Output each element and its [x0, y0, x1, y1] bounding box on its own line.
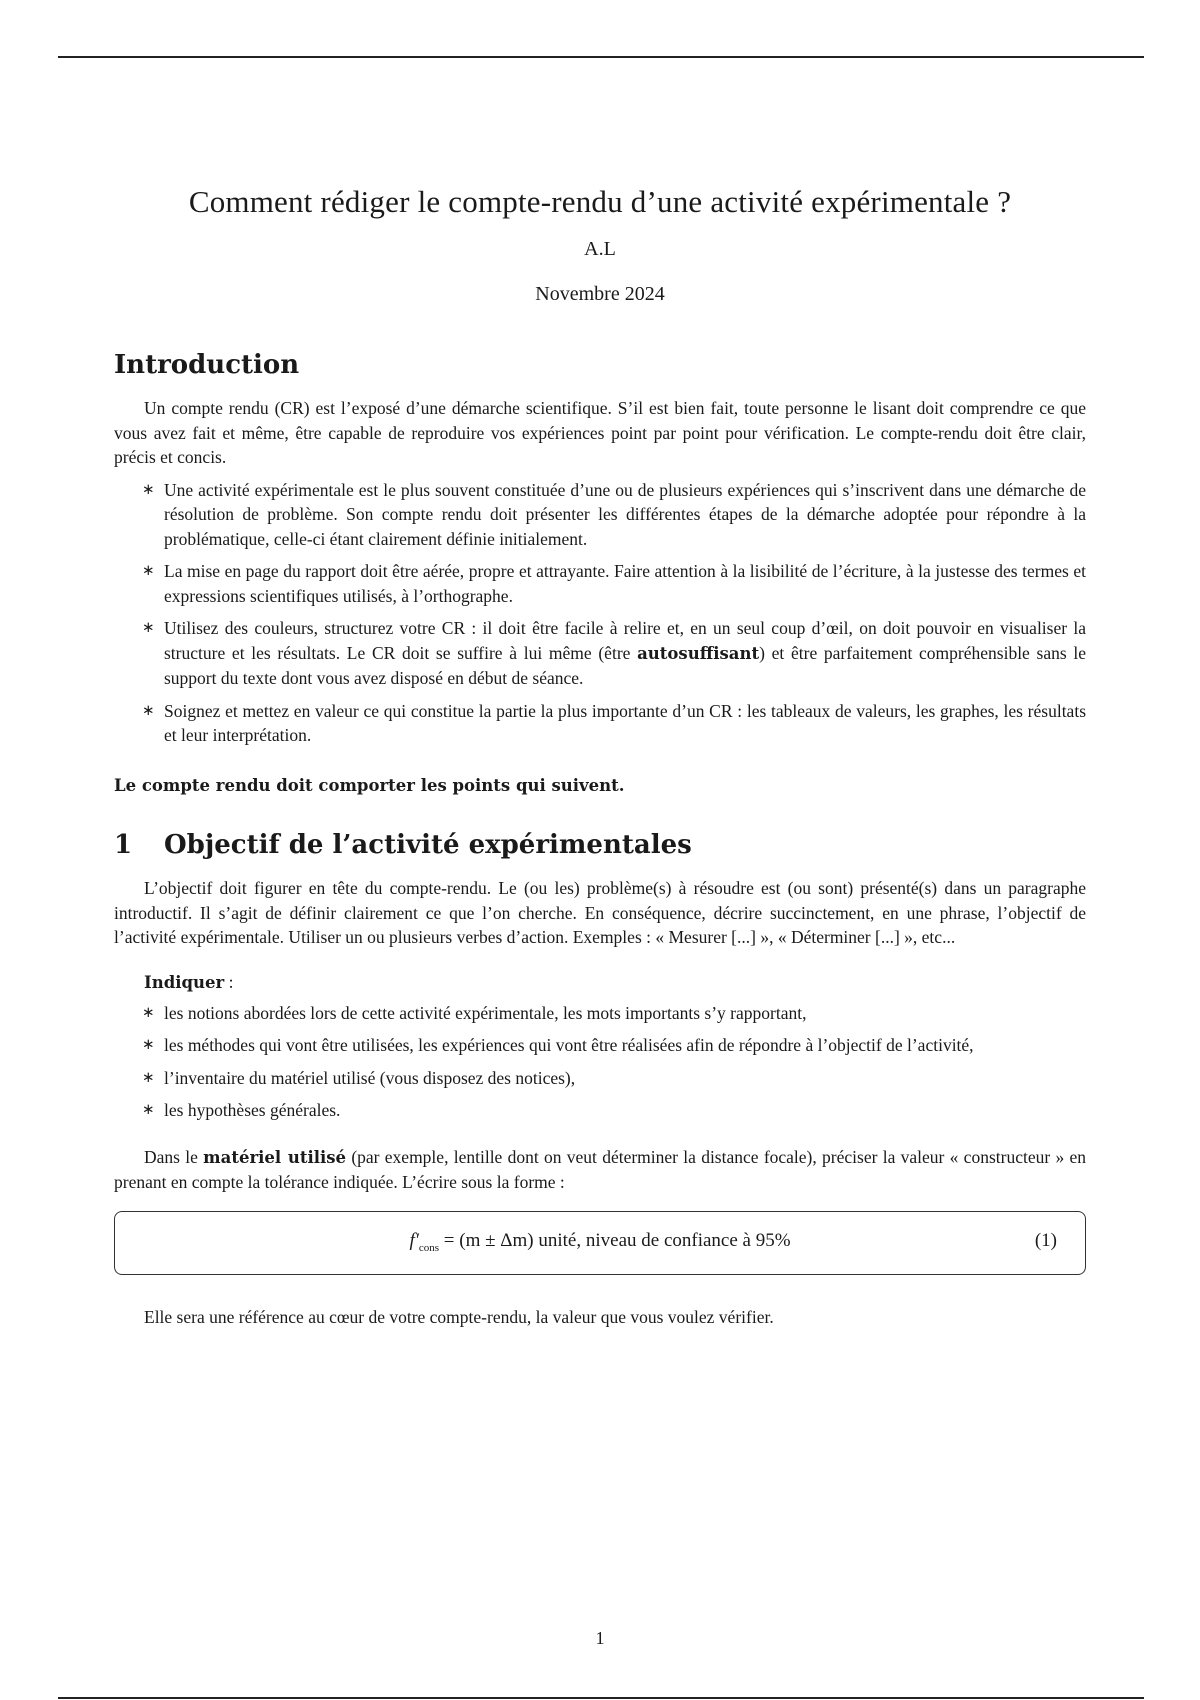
list-item-text: l’inventaire du matériel utilisé (vous disposez des notices),	[164, 1067, 576, 1088]
page-content	[114, 184, 1086, 1329]
formula-box	[114, 1211, 1086, 1275]
introduction-heading: Introduction	[114, 350, 300, 380]
bullet-icon: ∗	[142, 620, 155, 636]
list-item	[142, 1098, 1086, 1123]
list-item-text: Utilisez des couleurs, structurez votre CR : il doit être facile à relire et, en un seul coup d’œil, on doit pouvoir en visualiser la structure et les résultats. Le CR doit se suffire à lui même (être	[164, 618, 1086, 663]
bullet-icon: ∗	[142, 1004, 155, 1021]
materiel-text: Dans le	[144, 1146, 204, 1167]
list-item-text: les notions abordées lors de cette activité expérimentale, les mots importants s’y rapportant,	[164, 1002, 807, 1023]
indiquer-label	[144, 972, 1086, 993]
document-date: Novembre 2024	[535, 283, 665, 305]
document-author: A.L	[584, 238, 616, 260]
bullet-icon: ∗	[142, 481, 155, 498]
final-paragraph: Elle sera une référence au cœur de votre compte-rendu, la valeur que vous voulez vérifier.	[144, 1306, 774, 1327]
bullet-icon: ∗	[142, 1102, 155, 1118]
list-item	[142, 1033, 1086, 1058]
formula-rhs-text: unité, niveau de confiance à 95%	[538, 1229, 791, 1251]
indiquer-list	[114, 1001, 1086, 1123]
list-item	[142, 699, 1086, 748]
section-heading	[114, 830, 1086, 860]
list-item	[142, 1001, 1086, 1026]
materiel-paragraph	[114, 1145, 1086, 1195]
introduction-list	[114, 478, 1086, 748]
section-paragraph: L’objectif doit figurer en tête du compte-rendu. Le (ou les) problème(s) à résoudre est (ou sont) présenté(s) dans un paragraphe introductif. Il s’agit de définir clairement ce que l’on cherche. En conséquence, décrire succinctement, en une phrase, l’objectif de l’activité expérimentale. Utiliser un ou plusieurs verbes d’action. Exemples : « Mesurer [...] », « Déterminer [...] », etc...	[114, 878, 1086, 947]
bullet-icon: ∗	[142, 563, 155, 579]
bottom-rule	[58, 1697, 1144, 1699]
materiel-text: (par exemple, lentille dont on veut déterminer la distance focale), préciser la valeur « constructeur » en prenant en compte la tolérance indiquée. L’écrire sous la forme :	[114, 1146, 1087, 1192]
bullet-icon: ∗	[142, 1037, 155, 1053]
indiquer-suffix: :	[224, 971, 234, 992]
list-item-text: Une activité expérimentale est le plus souvent constituée d’une ou de plusieurs expériences qui s’inscrivent dans une démarche de résolution de problème. Son compte rendu doit présenter les différentes étapes de la démarche adoptée pour répondre à la problématique, celle-ci étant clairement définie initialement.	[164, 479, 1086, 549]
bullet-icon: ∗	[142, 1069, 155, 1086]
list-item-text: Soignez et mettez en valeur ce qui constitue la partie la plus importante d’un CR : les tableaux de valeurs, les graphes, les résultats et leur interprétation.	[164, 700, 1086, 745]
list-item-text: La mise en page du rapport doit être aérée, propre et attrayante. Faire attention à la lisibilité de l’écriture, à la justesse des termes et expressions scientifiques utilisés, à l’orthographe.	[164, 561, 1086, 606]
list-item	[142, 559, 1086, 608]
bullet-icon: ∗	[142, 702, 155, 719]
section-title: Objectif de l’activité expérimentales	[164, 830, 692, 860]
list-item-text: ) et être parfaitement compréhensible sans le support du texte dont vous avez disposé en début de séance.	[164, 642, 1086, 688]
introduction-paragraph: Un compte rendu (CR) est l’exposé d’une démarche scientifique. S’il est bien fait, toute personne le lisant doit comprendre ce que vous avez fait et même, être capable de reproduire vos expériences point par point pour vérification. Le compte-rendu doit être clair, précis et concis.	[114, 398, 1086, 467]
list-item-bold: autosuffisant	[637, 643, 760, 663]
formula-symbol: f′	[409, 1229, 419, 1251]
list-item-text: les hypothèses générales.	[164, 1100, 341, 1120]
indiquer-bold: Indiquer	[144, 972, 225, 992]
materiel-bold: matériel utilisé	[203, 1147, 347, 1167]
introduction-closing: Le compte rendu doit comporter les points qui suivent.	[114, 775, 625, 795]
formula-subscript: cons	[418, 1241, 440, 1254]
formula-rhs-math: = (m ± Δm)	[443, 1229, 534, 1251]
list-item	[142, 1066, 1086, 1091]
introduction-section	[114, 350, 1086, 798]
page-number: 1	[595, 1628, 605, 1648]
formula	[115, 1230, 1085, 1254]
list-item	[142, 616, 1086, 691]
document-title: Comment rédiger le compte-rendu d’une activité expérimentale ?	[188, 184, 1012, 219]
list-item	[142, 478, 1086, 552]
list-item-text: les méthodes qui vont être utilisées, les expériences qui vont être réalisées afin de répondre à l’objectif de l’activité,	[164, 1035, 974, 1055]
section-objectif	[114, 830, 1086, 1329]
top-rule	[58, 56, 1144, 58]
section-number: 1	[114, 830, 133, 860]
equation-number: (1)	[1034, 1229, 1057, 1251]
